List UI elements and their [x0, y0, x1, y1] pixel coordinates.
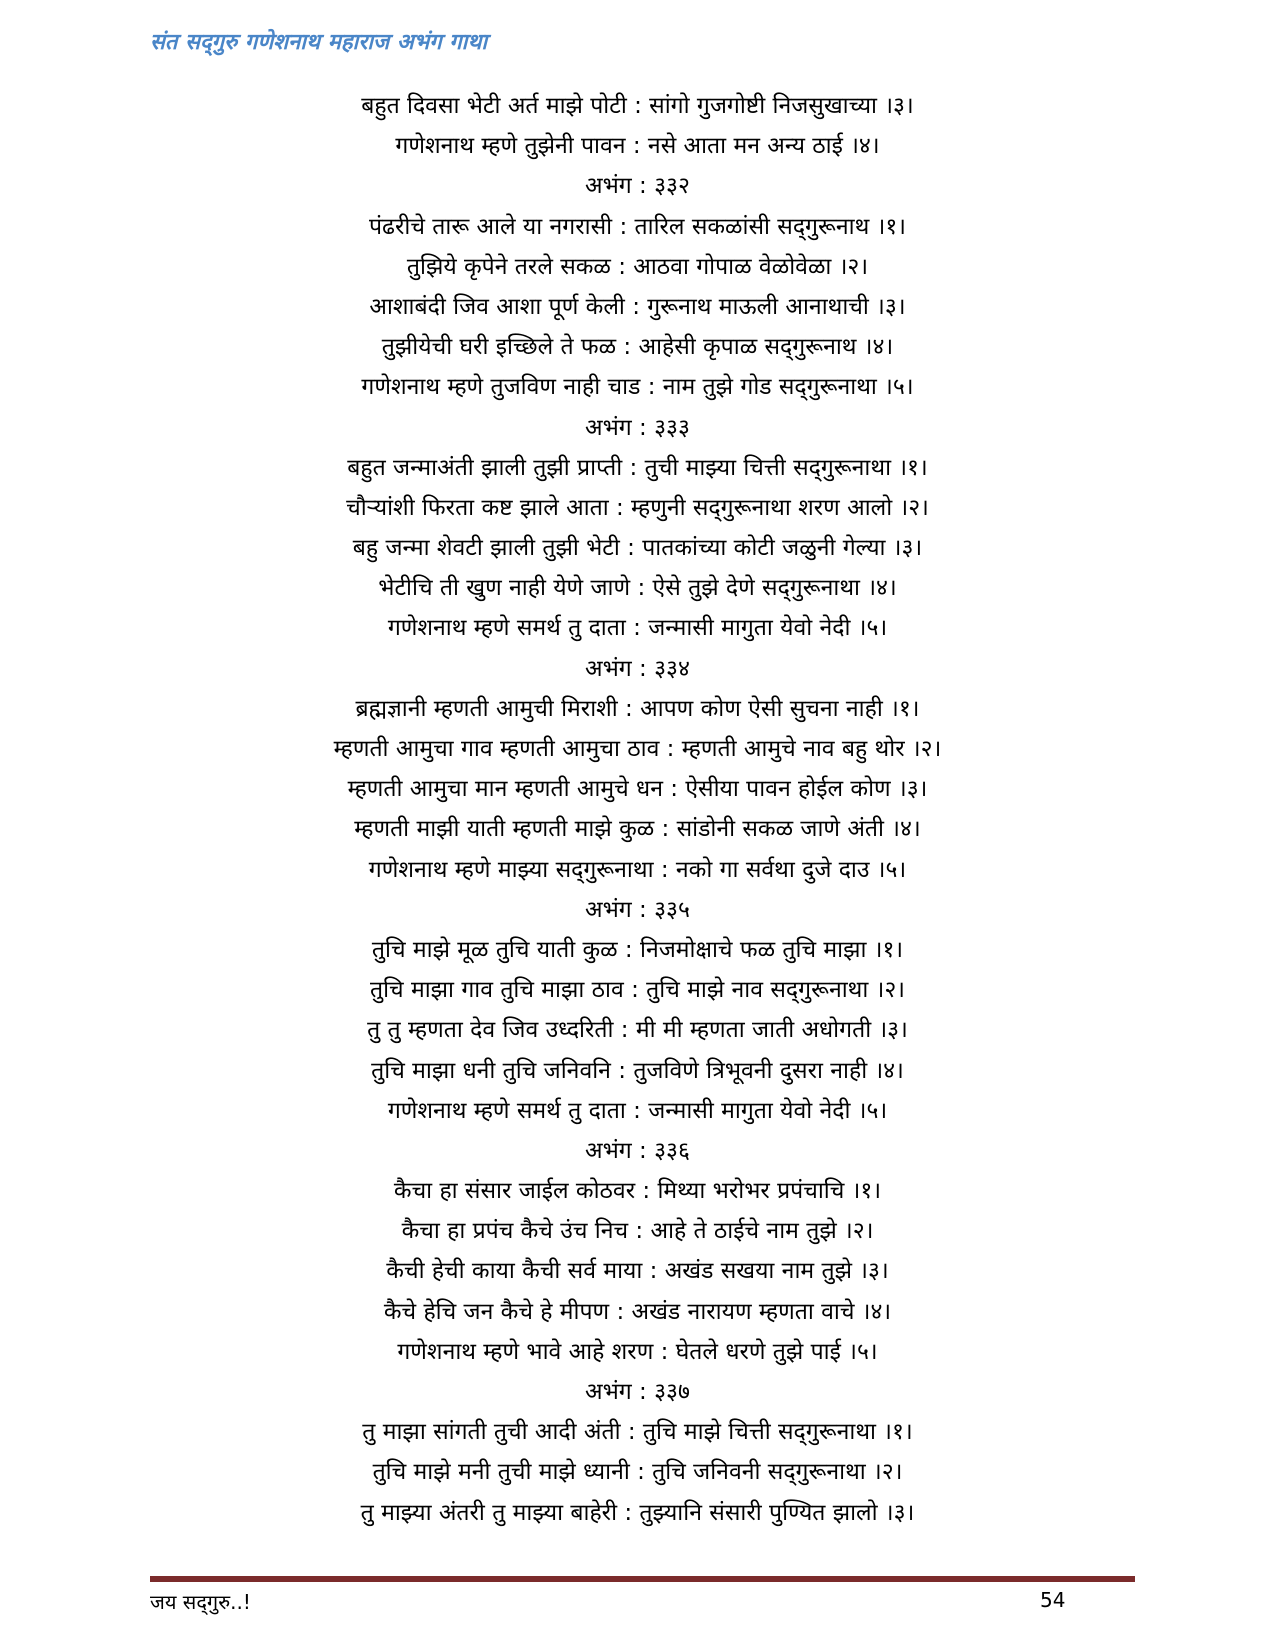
verse-line: कैचा हा संसार जाईल कोठवर : मिथ्या भरोभर प्रपंचाचि ।१। — [393, 1178, 882, 1205]
verse-line: गणेशनाथ म्हणे समर्थ तु दाता : जन्मासी मागुता येवो नेदी ।५। — [387, 1097, 888, 1124]
verse-line: गणेशनाथ म्हणे माझ्या सद्‌गुरूनाथा : नको गा सर्वथा दुजे दाउ ।५। — [368, 856, 907, 883]
page-number: 54 — [1040, 1588, 1066, 1612]
abhang-text-body — [150, 86, 1125, 1533]
abhang-heading: अभंग : ३३२ — [585, 173, 690, 200]
verse-line: ब्रह्मज्ञानी म्हणती आमुची मिराशी : आपण कोण ऐसी सुचना नाही ।१। — [355, 695, 920, 722]
verse-line: भेटीचि ती खुण नाही येणे जाणे : ऐसे तुझे देणे सद्‌गुरूनाथा ।४। — [378, 575, 897, 602]
verse-line: तुझिये कृपेने तरले सकळ : आठवा गोपाळ वेळोवेळा ।२। — [406, 253, 869, 280]
verse-line: पंढरीचे तारू आले या नगरासी : तारिल सकळांसी सद्‌गुरूनाथ ।१। — [368, 213, 907, 240]
verse-line: तु माझा सांगती तुची आदी अंती : तुचि माझे चित्ती सद्‌गुरूनाथा ।१। — [362, 1419, 913, 1446]
abhang-heading: अभंग : ३३६ — [585, 1137, 690, 1164]
abhang-heading: अभंग : ३३३ — [585, 414, 690, 441]
verse-line: तु तु म्हणता देव जिव उध्दरिती : मी मी म्हणता जाती अधोगती ।३। — [367, 1017, 908, 1044]
verse-line: गणेशनाथ म्हणे समर्थ तु दाता : जन्मासी मागुता येवो नेदी ।५। — [387, 615, 888, 642]
verse-line: बहु जन्मा शेवटी झाली तुझी भेटी : पातकांच्या कोटी जळुनी गेल्या ।३। — [352, 535, 923, 562]
verse-line: आशाबंदी जिव आशा पूर्ण केली : गुरूनाथ माऊली आनाथाची ।३। — [369, 293, 906, 320]
verse-line: म्हणती माझी याती म्हणती माझे कुळ : सांडोनी सकळ जाणे अंती ।४। — [354, 816, 921, 843]
footer-text: जय सद्‌गुरु..! — [150, 1590, 251, 1614]
abhang-heading: अभंग : ३३४ — [585, 655, 690, 682]
verse-line: बहुत जन्माअंती झाली तुझी प्राप्ती : तुची माझ्या चित्ती सद्‌गुरूनाथा ।१। — [347, 454, 928, 481]
verse-line: कैचा हा प्रपंच कैचे उंच निच : आहे ते ठाईचे नाम तुझे ।२। — [401, 1218, 874, 1245]
verse-line: तुचि माझे मनी तुची माझे ध्यानी : तुचि जनिवनी सद्‌गुरूनाथा ।२। — [372, 1459, 903, 1486]
verse-line: तुचि माझा गाव तुचि माझा ठाव : तुचि माझे नाव सद्‌गुरूनाथा ।२। — [369, 977, 906, 1004]
verse-line: गणेशनाथ म्हणे भावे आहे शरण : घेतले धरणे तुझे पाई ।५। — [397, 1338, 878, 1365]
verse-line: म्हणती आमुचा गाव म्हणती आमुचा ठाव : म्हणती आमुचे नाव बहु थोर ।२। — [333, 736, 942, 762]
abhang-heading: अभंग : ३३७ — [585, 1379, 690, 1405]
footer-divider — [150, 1576, 1135, 1582]
verse-line: तुझीयेची घरी इच्छिले ते फळ : आहेसी कृपाळ सद्‌गुरूनाथ ।४। — [381, 334, 894, 361]
verse-line: तु माझ्या अंतरी तु माझ्या बाहेरी : तुझ्यानि संसारी पुण्यित झालो ।३। — [360, 1499, 915, 1526]
verse-line: कैची हेची काया कैची सर्व माया : अखंड सखया नाम तुझे ।३। — [386, 1258, 889, 1285]
verse-line: गणेशनाथ म्हणे तुजविण नाही चाड : नाम तुझे गोड सद्‌गुरूनाथा ।५। — [361, 374, 914, 401]
page-header-title: संत सद्‌गुरु गणेशनाथ महाराज अभंग गाथा — [150, 30, 488, 55]
verse-line: कैचे हेचि जन कैचे हे मीपण : अखंड नारायण म्हणता वाचे ।४। — [383, 1298, 892, 1325]
verse-line: बहुत दिवसा भेटी अर्त माझे पोटी : सांगो गुजगोष्टी निजसुखाच्या ।३। — [361, 93, 914, 119]
abhang-heading: अभंग : ३३५ — [585, 896, 690, 923]
verse-line: तुचि माझे मूळ तुचि याती कुळ : निजमोक्षाचे फळ तुचि माझा ।१। — [371, 936, 904, 963]
verse-line: तुचि माझा धनी तुचि जनिवनि : तुजविणे त्रिभूवनी दुसरा नाही ।४। — [371, 1057, 904, 1084]
verse-line: म्हणती आमुचा मान म्हणती आमुचे धन : ऐसीया पावन होईल कोण ।३। — [347, 776, 928, 803]
verse-line: गणेशनाथ म्हणे तुझेनी पावन : नसे आता मन अन्य ठाई ।४। — [395, 133, 880, 160]
verse-line: चौऱ्यांशी फिरता कष्ट झाले आता : म्हणुनी सद्‌गुरूनाथा शरण आलो ।२। — [346, 494, 929, 521]
